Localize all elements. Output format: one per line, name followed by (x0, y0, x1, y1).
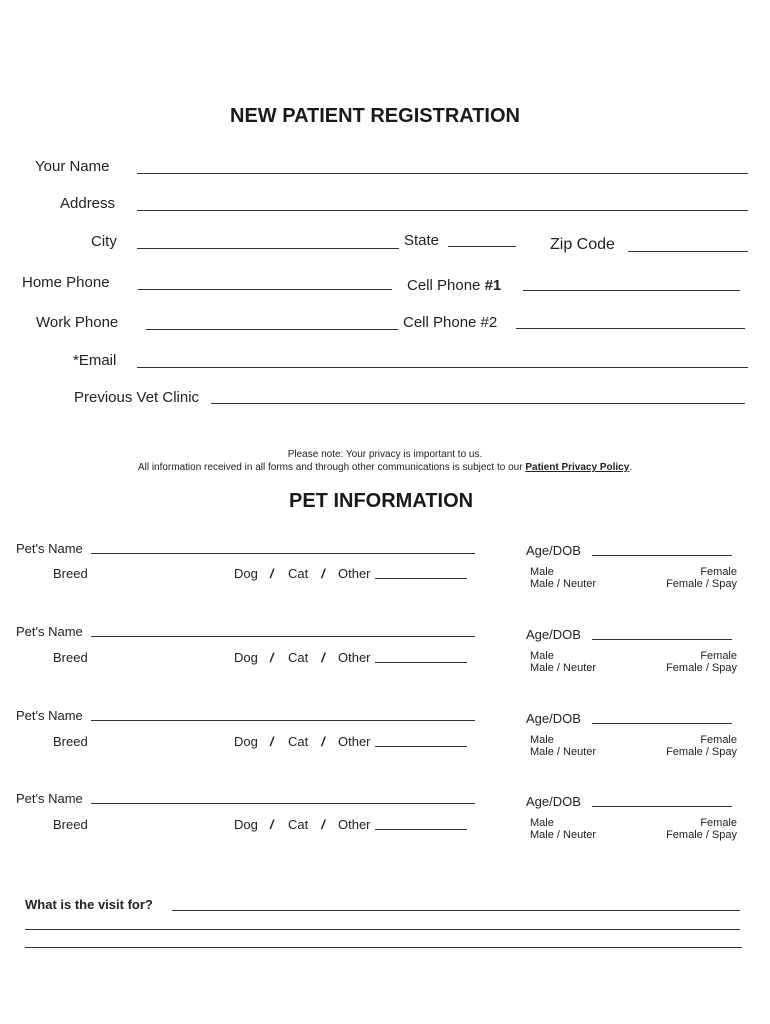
breed-label: Breed (53, 650, 88, 665)
dog-option[interactable] (234, 734, 273, 749)
female-spay-option[interactable]: Female / Spay (666, 746, 737, 758)
other-line[interactable] (375, 829, 467, 830)
male-neuter-option[interactable]: Male / Neuter (530, 829, 597, 841)
pet-name-label: Pet's Name (16, 541, 83, 556)
slash: / (269, 566, 274, 581)
form-title: NEW PATIENT REGISTRATION (230, 105, 520, 127)
age-dob-label: Age/DOB (526, 627, 581, 642)
other-option[interactable]: Other (338, 650, 371, 665)
cat-option[interactable] (288, 650, 325, 665)
male-neuter-option[interactable]: Male / Neuter (530, 746, 597, 758)
other-line[interactable] (375, 746, 467, 747)
slash: / (321, 734, 325, 749)
cell-phone-1-number: #1 (484, 277, 502, 294)
cell-phone-1-text: Cell Phone (407, 277, 481, 294)
cell-phone-2-line[interactable] (516, 328, 745, 329)
dog-text: Dog (234, 817, 258, 832)
cat-text: Cat (288, 734, 309, 749)
zip-line[interactable] (628, 251, 748, 252)
other-option[interactable]: Other (338, 566, 371, 581)
dog-option[interactable] (234, 566, 273, 581)
breed-label: Breed (53, 566, 88, 581)
pet-name-label: Pet's Name (16, 708, 83, 723)
pet-name-line[interactable] (91, 720, 475, 721)
cat-text: Cat (288, 817, 309, 832)
privacy-note: Please note: Your privacy is important to us. (287, 449, 483, 460)
visit-reason-line-1[interactable] (172, 910, 740, 911)
visit-reason-line-3[interactable] (25, 947, 742, 948)
male-option[interactable]: Male (530, 650, 554, 662)
slash: / (269, 734, 274, 749)
other-option[interactable]: Other (338, 817, 371, 832)
slash: / (269, 650, 274, 665)
female-option[interactable]: Female (700, 817, 737, 829)
breed-label: Breed (53, 734, 88, 749)
privacy-period: . (629, 462, 633, 473)
email-line[interactable] (137, 367, 748, 368)
cell-phone-1-label (407, 277, 501, 294)
other-line[interactable] (375, 662, 467, 663)
state-line[interactable] (448, 246, 516, 247)
male-neuter-option[interactable]: Male / Neuter (530, 662, 597, 674)
female-spay-option[interactable]: Female / Spay (666, 829, 737, 841)
age-dob-label: Age/DOB (526, 711, 581, 726)
cat-text: Cat (288, 566, 309, 581)
dog-option[interactable] (234, 650, 273, 665)
home-phone-line[interactable] (138, 289, 392, 290)
male-option[interactable]: Male (530, 734, 554, 746)
privacy-statement (0, 462, 770, 473)
dog-text: Dog (234, 566, 258, 581)
female-option[interactable]: Female (700, 650, 737, 662)
breed-label: Breed (53, 817, 88, 832)
pet-name-label: Pet's Name (16, 791, 83, 806)
work-phone-line[interactable] (146, 329, 398, 330)
age-dob-line[interactable] (592, 806, 732, 807)
pet-name-line[interactable] (91, 553, 475, 554)
home-phone-label: Home Phone (22, 274, 110, 291)
age-dob-label: Age/DOB (526, 794, 581, 809)
slash: / (321, 566, 325, 581)
address-label: Address (60, 195, 116, 212)
address-line[interactable] (137, 210, 748, 211)
dog-option[interactable] (234, 817, 273, 832)
your-name-line[interactable] (137, 173, 748, 174)
female-option[interactable]: Female (700, 734, 737, 746)
age-dob-label: Age/DOB (526, 543, 581, 558)
pet-name-line[interactable] (91, 636, 475, 637)
city-label: City (91, 233, 117, 250)
visit-reason-label: What is the visit for? (25, 897, 153, 912)
pet-name-label: Pet's Name (16, 624, 83, 639)
email-label: *Email (73, 352, 117, 369)
age-dob-line[interactable] (592, 723, 732, 724)
privacy-statement-text: All information received in all forms and through other communications is subject to our (137, 462, 523, 473)
other-option[interactable]: Other (338, 734, 371, 749)
previous-vet-line[interactable] (211, 403, 745, 404)
city-line[interactable] (137, 248, 399, 249)
state-label: State (404, 232, 440, 249)
male-neuter-option[interactable]: Male / Neuter (530, 578, 597, 590)
male-option[interactable]: Male (530, 817, 554, 829)
privacy-policy-link[interactable]: Patient Privacy Policy (525, 462, 630, 473)
slash: / (321, 650, 325, 665)
cat-option[interactable] (288, 817, 325, 832)
male-option[interactable]: Male (530, 566, 554, 578)
other-line[interactable] (375, 578, 467, 579)
slash: / (321, 817, 325, 832)
female-spay-option[interactable]: Female / Spay (666, 662, 737, 674)
pet-section-title: PET INFORMATION (289, 490, 474, 512)
cat-text: Cat (288, 650, 309, 665)
cell-phone-1-line[interactable] (523, 290, 740, 291)
female-spay-option[interactable]: Female / Spay (666, 578, 737, 590)
zip-label: Zip Code (550, 236, 615, 253)
pet-name-line[interactable] (91, 803, 475, 804)
previous-vet-label: Previous Vet Clinic (74, 389, 200, 406)
female-option[interactable]: Female (700, 566, 737, 578)
dog-text: Dog (234, 734, 258, 749)
visit-reason-line-2[interactable] (25, 929, 740, 930)
slash: / (269, 817, 274, 832)
age-dob-line[interactable] (592, 639, 732, 640)
cat-option[interactable] (288, 734, 325, 749)
age-dob-line[interactable] (592, 555, 732, 556)
cell-phone-2-label: Cell Phone #2 (403, 314, 498, 331)
your-name-label: Your Name (35, 158, 110, 175)
dog-text: Dog (234, 650, 258, 665)
cat-option[interactable] (288, 566, 325, 581)
work-phone-label: Work Phone (36, 314, 119, 331)
